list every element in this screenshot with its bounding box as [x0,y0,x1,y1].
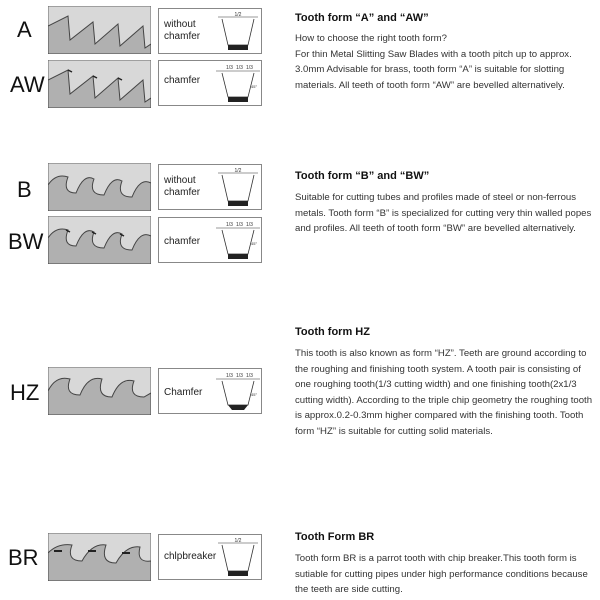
section-title-b-bw: Tooth form “B” and “BW” [295,170,430,182]
section-title-hz: Tooth form HZ [295,326,370,338]
svg-text:1/3: 1/3 [236,373,243,379]
blade-aw-illustration [48,60,151,108]
profile-box-br [158,534,262,580]
tooth-letter-aw: AW [10,72,45,97]
profile-label-br: chlpbreaker [164,551,217,562]
profile-box-bw [158,217,262,263]
tooth-letter-b: B [17,177,32,202]
svg-text:45°: 45° [251,392,258,397]
svg-text:1/3: 1/3 [236,65,243,71]
profile-label-aw: chamfer [164,75,201,86]
svg-text:1/3: 1/3 [236,222,243,228]
tooth-letter-bw: BW [8,229,44,254]
svg-text:1/3: 1/3 [246,222,253,228]
section-title-a-aw: Tooth form “A” and “AW” [295,12,429,24]
profile-label-b: without chamfer [164,175,201,198]
profile-box-aw [158,60,262,106]
profile-label-bw: chamfer [164,236,201,247]
section-a-aw-paragraph-1: How to choose the right tooth form? [295,33,447,44]
tooth-profile-bw-icon [214,220,262,262]
svg-text:1/3: 1/3 [226,373,233,379]
svg-text:45°: 45° [251,241,258,246]
profile-box-b [158,164,262,210]
svg-text:1/3: 1/3 [226,65,233,71]
section-br-paragraph-1: Tooth form BR is a parrot tooth with chip breaker.This tooth form is sutiable for cutting pipes under high performance conditions because the teeth are side cutting. [295,553,588,595]
section-title-br: Tooth Form BR [295,531,375,543]
svg-text:1/3: 1/3 [226,222,233,228]
tooth-letter-hz: HZ [10,380,40,405]
tooth-letter-a: A [17,17,32,42]
tooth-profile-b-icon [214,167,262,209]
section-a-aw-paragraph-2: For thin Metal Slitting Saw Blades with a tooth pitch up to approx. 3.0mm Advisable for brass, tooth form “A” is suitable for slotting materials. All teeth of tooth form “AW” are bevelled alternatively. [295,48,572,91]
blade-br-illustration [48,533,151,581]
profile-label-a: without chamfer [164,19,201,42]
svg-text:1/2: 1/2 [234,168,242,174]
blade-bw-illustration [48,216,151,264]
profile-box-hz [158,368,262,414]
profile-label-hz: Chamfer [164,387,203,398]
profile-box-a [158,8,262,54]
blade-hz-illustration [48,367,151,415]
tooth-profile-hz-icon [214,371,262,413]
svg-text:45°: 45° [251,84,258,89]
svg-text:1/3: 1/3 [246,65,253,71]
blade-b-illustration [48,163,151,211]
tooth-letter-br: BR [8,545,39,570]
section-b-bw-paragraph-1: Suitable for cutting tubes and profiles made of steel or non-ferrous metals. Tooth form “B” is specialized for cutting very thin walled popes and profiles. All teeth of tooth form “BW” are bevelled alternatively. [295,192,592,234]
svg-text:1/2: 1/2 [234,538,242,544]
blade-a-illustration [48,6,151,54]
section-desc-br [295,551,595,598]
section-desc-a-aw [295,31,595,93]
svg-text:1/3: 1/3 [246,373,253,379]
section-desc-b-bw [295,190,595,237]
section-hz-paragraph-1: This tooth is also known as form “HZ”. Teeth are ground according to the roughing and finishing tooth system. A tooth pair is consisting of one roughing tooth(1/3 cutting width) and one finishing tooth(2x1/3 cutting width). According to the triple chip geometry the roughing tooth is approx.0.2-0.3mm higher compared with the finishing tooth. Tooth form “HZ” is suitable for cutting solid materials. [295,348,593,437]
tooth-profile-a-icon [214,11,262,53]
section-desc-hz [295,346,595,439]
tooth-profile-aw-icon [214,63,262,105]
svg-text:1/2: 1/2 [234,12,242,18]
tooth-profile-br-icon [214,537,262,579]
